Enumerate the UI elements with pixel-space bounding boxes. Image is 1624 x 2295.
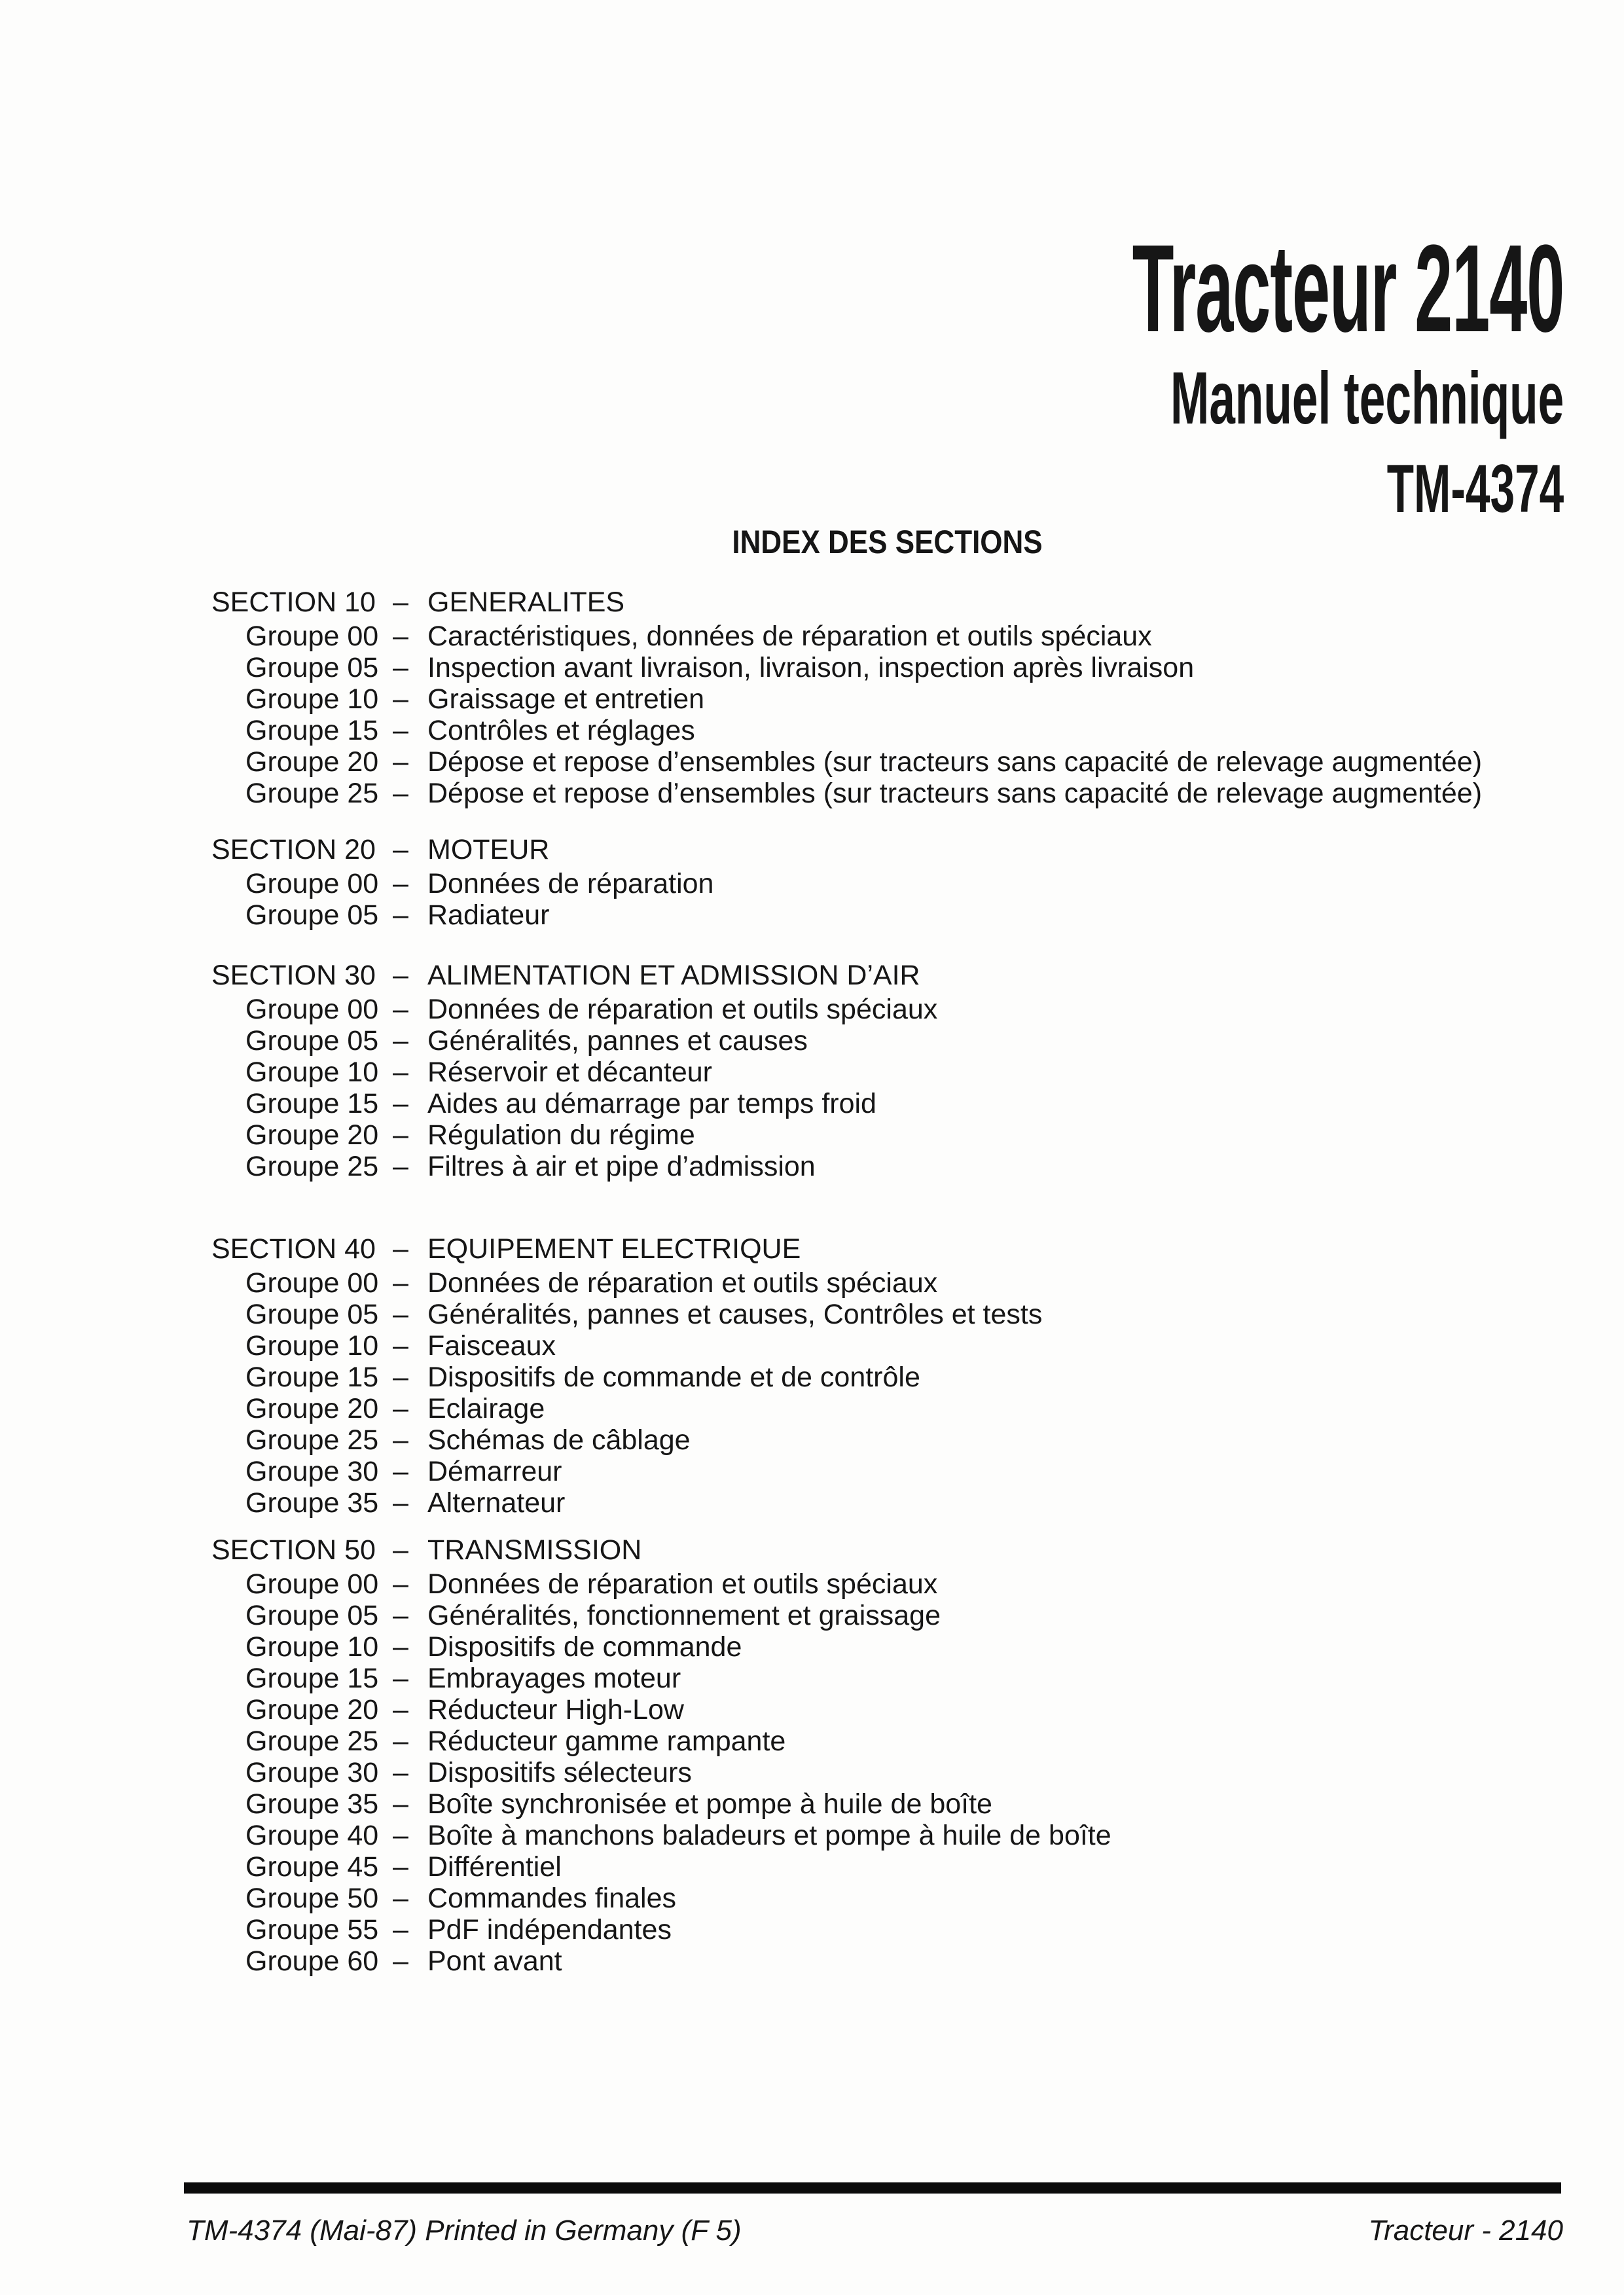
toc-group-row — [211, 1487, 1593, 1519]
group-id: Groupe 00 — [245, 868, 379, 899]
group-title: Démarreur — [427, 1456, 562, 1487]
footer-text — [187, 2214, 1563, 2248]
toc-group-row — [211, 1726, 1593, 1757]
toc-group-row — [211, 1631, 1593, 1663]
toc-group-row — [211, 868, 1593, 899]
footer-rule — [184, 2182, 1561, 2194]
group-title: Généralités, fonctionnement et graissage — [427, 1600, 941, 1631]
toc-group-row — [211, 1788, 1593, 1820]
toc-group-row — [211, 1057, 1593, 1088]
toc-group-row — [211, 1025, 1593, 1057]
dash-separator: – — [393, 1600, 408, 1631]
group-id: Groupe 15 — [245, 1663, 379, 1694]
dash-separator: – — [393, 1726, 408, 1757]
footer-right-text: Tracteur - 2140 — [1368, 2214, 1563, 2247]
group-title: Dépose et repose d’ensembles (sur tracteurs sans capacité de relevage augmentée) — [427, 778, 1483, 809]
group-id: Groupe 35 — [245, 1487, 379, 1519]
dash-separator: – — [393, 1694, 408, 1726]
group-title: PdF indépendantes — [427, 1914, 672, 1945]
toc-group-row — [211, 1568, 1593, 1600]
group-id: Groupe 05 — [245, 1600, 379, 1631]
section-id: SECTION 30 — [211, 960, 376, 991]
group-id: Groupe 55 — [245, 1914, 379, 1945]
title-block — [779, 219, 1564, 527]
toc-group-row — [211, 1883, 1593, 1914]
group-id: Groupe 05 — [245, 899, 379, 931]
group-id: Groupe 20 — [245, 1393, 379, 1424]
dash-separator: – — [393, 1267, 408, 1299]
toc-group-row — [211, 1663, 1593, 1694]
toc-group-row — [211, 899, 1593, 931]
group-title: Dépose et repose d’ensembles (sur tracteurs sans capacité de relevage augmentée) — [427, 746, 1483, 778]
section-title: TRANSMISSION — [427, 1534, 642, 1566]
toc-group-row — [211, 1914, 1593, 1945]
dash-separator: – — [393, 587, 408, 618]
toc-section-40 — [211, 1233, 1593, 1519]
group-id: Groupe 20 — [245, 746, 379, 778]
toc-group-row — [211, 1151, 1593, 1182]
toc-group-row — [211, 746, 1593, 778]
toc-group-row — [211, 715, 1593, 746]
toc-group-row — [211, 778, 1593, 809]
group-title: Inspection avant livraison, livraison, inspection après livraison — [427, 652, 1195, 683]
toc-group-row — [211, 1757, 1593, 1788]
dash-separator: – — [393, 1362, 408, 1393]
dash-separator: – — [393, 1057, 408, 1088]
group-id: Groupe 60 — [245, 1945, 379, 1977]
section-header-row — [211, 960, 1593, 991]
group-title: Aides au démarrage par temps froid — [427, 1088, 876, 1119]
toc-group-row — [211, 1600, 1593, 1631]
group-id: Groupe 25 — [245, 1151, 379, 1182]
section-header-row — [211, 1534, 1593, 1566]
group-title: Réducteur gamme rampante — [427, 1726, 786, 1757]
group-id: Groupe 05 — [245, 652, 379, 683]
toc-section-10 — [211, 587, 1593, 809]
group-title: Filtres à air et pipe d’admission — [427, 1151, 816, 1182]
group-title: Caractéristiques, données de réparation et outils spéciaux — [427, 621, 1152, 652]
group-title: Régulation du régime — [427, 1119, 695, 1151]
toc-section-30 — [211, 960, 1593, 1182]
toc-group-row — [211, 621, 1593, 652]
index-heading-text: INDEX DES SECTIONS — [731, 524, 1043, 560]
group-title: Données de réparation et outils spéciaux — [427, 1568, 938, 1600]
group-id: Groupe 10 — [245, 1057, 379, 1088]
toc-group-row — [211, 1945, 1593, 1977]
group-title: Radiateur — [427, 899, 550, 931]
dash-separator: – — [393, 1119, 408, 1151]
dash-separator: – — [393, 868, 408, 899]
group-title: Faisceaux — [427, 1330, 556, 1362]
group-title: Graissage et entretien — [427, 683, 705, 715]
dash-separator: – — [393, 1788, 408, 1820]
section-title: ALIMENTATION ET ADMISSION D’AIR — [427, 960, 920, 991]
page-title: Tracteur 2140 — [1132, 219, 1564, 358]
section-header-row — [211, 587, 1593, 618]
group-title: Pont avant — [427, 1945, 562, 1977]
dash-separator: – — [393, 621, 408, 652]
group-id: Groupe 25 — [245, 1424, 379, 1456]
group-title: Dispositifs de commande et de contrôle — [427, 1362, 920, 1393]
group-id: Groupe 30 — [245, 1456, 379, 1487]
group-title: Embrayages moteur — [427, 1663, 681, 1694]
group-id: Groupe 00 — [245, 994, 379, 1025]
dash-separator: – — [393, 1914, 408, 1945]
toc-group-row — [211, 1088, 1593, 1119]
toc-group-row — [211, 1267, 1593, 1299]
toc-group-row — [211, 1299, 1593, 1330]
section-id: SECTION 50 — [211, 1534, 376, 1566]
toc-group-row — [211, 1330, 1593, 1362]
toc-group-row — [211, 1119, 1593, 1151]
dash-separator: – — [393, 1456, 408, 1487]
dash-separator: – — [393, 778, 408, 809]
group-title: Dispositifs sélecteurs — [427, 1757, 692, 1788]
group-id: Groupe 50 — [245, 1883, 379, 1914]
toc-group-row — [211, 1456, 1593, 1487]
group-title: Boîte à manchons baladeurs et pompe à huile de boîte — [427, 1820, 1111, 1851]
group-id: Groupe 25 — [245, 1726, 379, 1757]
dash-separator: – — [393, 834, 408, 865]
toc-group-row — [211, 683, 1593, 715]
toc-group-row — [211, 1393, 1593, 1424]
group-title: Dispositifs de commande — [427, 1631, 742, 1663]
dash-separator: – — [393, 994, 408, 1025]
index-heading — [209, 524, 1564, 560]
group-title: Contrôles et réglages — [427, 715, 695, 746]
toc-group-row — [211, 1424, 1593, 1456]
section-title: GENERALITES — [427, 587, 625, 618]
manual-number: TM-4374 — [1386, 451, 1564, 527]
dash-separator: – — [393, 652, 408, 683]
section-id: SECTION 10 — [211, 587, 376, 618]
dash-separator: – — [393, 1534, 408, 1566]
group-title: Eclairage — [427, 1393, 545, 1424]
group-title: Généralités, pannes et causes — [427, 1025, 808, 1057]
group-title: Boîte synchronisée et pompe à huile de boîte — [427, 1788, 992, 1820]
dash-separator: – — [393, 1851, 408, 1883]
footer-left-text: TM-4374 (Mai-87) Printed in Germany (F 5) — [187, 2214, 742, 2247]
group-id: Groupe 15 — [245, 1362, 379, 1393]
dash-separator: – — [393, 1820, 408, 1851]
dash-separator: – — [393, 1424, 408, 1456]
group-title: Données de réparation et outils spéciaux — [427, 1267, 938, 1299]
group-id: Groupe 40 — [245, 1820, 379, 1851]
dash-separator: – — [393, 1330, 408, 1362]
group-title: Généralités, pannes et causes, Contrôles et tests — [427, 1299, 1043, 1330]
group-id: Groupe 05 — [245, 1025, 379, 1057]
dash-separator: – — [393, 1757, 408, 1788]
toc-group-row — [211, 994, 1593, 1025]
group-id: Groupe 00 — [245, 1568, 379, 1600]
page-subtitle: Manuel technique — [1170, 357, 1564, 439]
toc-group-row — [211, 1694, 1593, 1726]
section-title: MOTEUR — [427, 834, 550, 865]
dash-separator: – — [393, 1631, 408, 1663]
toc-group-row — [211, 1820, 1593, 1851]
dash-separator: – — [393, 1025, 408, 1057]
section-header-row — [211, 1233, 1593, 1265]
dash-separator: – — [393, 1088, 408, 1119]
group-id: Groupe 10 — [245, 1330, 379, 1362]
group-title: Données de réparation et outils spéciaux — [427, 994, 938, 1025]
dash-separator: – — [393, 1945, 408, 1977]
group-title: Alternateur — [427, 1487, 566, 1519]
dash-separator: – — [393, 960, 408, 991]
toc-section-50 — [211, 1534, 1593, 1977]
section-header-row — [211, 834, 1593, 865]
group-id: Groupe 15 — [245, 715, 379, 746]
group-title: Schémas de câblage — [427, 1424, 691, 1456]
group-id: Groupe 20 — [245, 1119, 379, 1151]
group-id: Groupe 45 — [245, 1851, 379, 1883]
dash-separator: – — [393, 1151, 408, 1182]
group-id: Groupe 25 — [245, 778, 379, 809]
dash-separator: – — [393, 1233, 408, 1265]
group-id: Groupe 00 — [245, 1267, 379, 1299]
group-id: Groupe 05 — [245, 1299, 379, 1330]
group-id: Groupe 15 — [245, 1088, 379, 1119]
dash-separator: – — [393, 1299, 408, 1330]
toc-section-20 — [211, 834, 1593, 931]
group-id: Groupe 10 — [245, 683, 379, 715]
group-id: Groupe 20 — [245, 1694, 379, 1726]
dash-separator: – — [393, 1663, 408, 1694]
group-id: Groupe 00 — [245, 621, 379, 652]
toc-group-row — [211, 652, 1593, 683]
section-id: SECTION 20 — [211, 834, 376, 865]
section-id: SECTION 40 — [211, 1233, 376, 1265]
dash-separator: – — [393, 899, 408, 931]
group-id: Groupe 10 — [245, 1631, 379, 1663]
dash-separator: – — [393, 1487, 408, 1519]
group-title: Commandes finales — [427, 1883, 677, 1914]
sections-index — [211, 587, 1593, 1977]
group-title: Différentiel — [427, 1851, 562, 1883]
dash-separator: – — [393, 683, 408, 715]
dash-separator: – — [393, 715, 408, 746]
dash-separator: – — [393, 1568, 408, 1600]
group-title: Réducteur High-Low — [427, 1694, 684, 1726]
dash-separator: – — [393, 1393, 408, 1424]
toc-group-row — [211, 1851, 1593, 1883]
group-id: Groupe 30 — [245, 1757, 379, 1788]
dash-separator: – — [393, 1883, 408, 1914]
dash-separator: – — [393, 746, 408, 778]
group-title: Données de réparation — [427, 868, 714, 899]
toc-group-row — [211, 1362, 1593, 1393]
section-title: EQUIPEMENT ELECTRIQUE — [427, 1233, 801, 1265]
group-id: Groupe 35 — [245, 1788, 379, 1820]
group-title: Réservoir et décanteur — [427, 1057, 712, 1088]
